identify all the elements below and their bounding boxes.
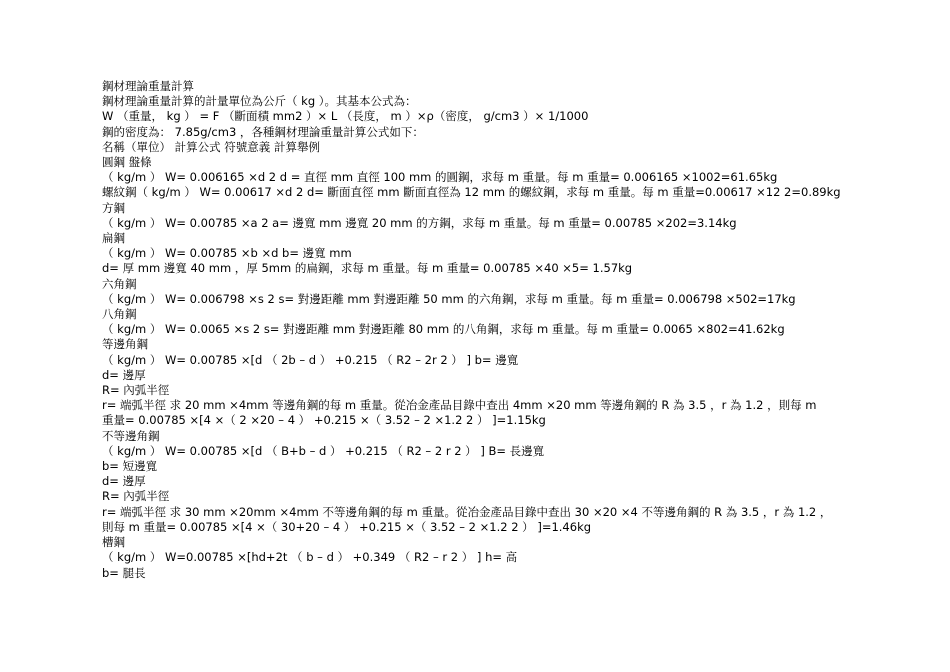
document-body [102,79,862,581]
section-heading: 八角鋼 [102,307,137,322]
text-line: R= 內弧半徑 [102,489,170,504]
text-line: 則每 m 重量= 0.00785 ×[4 ×（ 30+20 – 4 ） +0.215 ×（ 3.52 – 2 ×1.2 2 ） ]=1.46kg [102,519,592,534]
text-line: d= 邊厚 [102,474,146,489]
text-line: 鋼材理論重量計算的計量單位為公斤（ kg ）。其基本公式為： [102,94,417,109]
text-line: 螺紋鋼（ kg/m ） W= 0.00617 ×d 2 d= 斷面直徑 mm 斷面直徑為 12 mm 的螺紋鋼，求每 m 重量。每 m 重量=0.00617 ×12 2=0.89kg [102,185,841,200]
text-line: （ kg/m ） W= 0.00785 ×a 2 a= 邊寬 mm 邊寬 20 mm 的方鋼，求每 m 重量。每 m 重量= 0.00785 ×202=3.14kg [102,215,737,230]
text-line: （ kg/m ） W= 0.00785 ×[d （ 2b – d ） +0.215 （ R2 – 2r 2 ） ] b= 邊寬 [102,352,519,367]
text-line: （ kg/m ） W= 0.00785 ×b ×d b= 邊寬 mm [102,246,352,261]
text-line: （ kg/m ） W= 0.00785 ×[d （ B+b – d ） +0.215 （ R2 – 2 r 2 ） ] B= 長邊寬 [102,443,545,458]
document-title: 鋼材理論重量計算 [102,79,194,93]
section-heading: 不等邊角鋼 [102,428,160,443]
section-heading: 等邊角鋼 [102,337,148,352]
text-line: r= 端弧半徑 求 20 mm ×4mm 等邊角鋼的每 m 重量。從冶金產品目錄中查出 4mm ×20 mm 等邊角鋼的 R 為 3.5 ，r 為 1.2 ，則每 m [102,398,817,413]
section-heading: 方鋼 [102,200,125,215]
section-heading: 槽鋼 [102,535,125,550]
text-line: （ kg/m ） W= 0.0065 ×s 2 s= 對邊距離 mm 對邊距離 80 mm 的八角鋼，求每 m 重量。每 m 重量= 0.0065 ×802=41.62kg [102,322,785,337]
section-heading: 圓鋼 盤條 [102,155,152,170]
text-line: b= 腿長 [102,565,146,580]
text-line: 重量= 0.00785 ×[4 ×（ 2 ×20 – 4 ） +0.215 ×（ 3.52 – 2 ×1.2 2 ） ]=1.15kg [102,413,546,428]
text-line: r= 端弧半徑 求 30 mm ×20mm ×4mm 不等邊角鋼的每 m 重量。從冶金產品目錄中查出 30 ×20 ×4 不等邊角鋼的 R 為 3.5 ，r 為 1.2 ， [102,504,832,519]
section-heading: 六角鋼 [102,276,137,291]
table-header-line: 名稱（單位） 計算公式 符號意義 計算舉例 [102,139,320,154]
text-line: b= 短邊寬 [102,459,158,474]
text-line: （ kg/m ） W=0.00785 ×[hd+2t （ b – d ） +0.349 （ R2 – r 2 ） ] h= 高 [102,550,518,565]
text-line: W （重量， kg ） = F （斷面積 mm2 ）× L （長度， m ）×ρ（密度， g/cm3 ）× 1/1000 [102,109,589,124]
section-heading: 扁鋼 [102,231,125,246]
text-line: R= 內弧半徑 [102,383,170,398]
text-line: d= 厚 mm 邊寬 40 mm ，厚 5mm 的扁鋼，求每 m 重量。每 m 重量= 0.00785 ×40 ×5= 1.57kg [102,261,633,276]
text-line: （ kg/m ） W= 0.006798 ×s 2 s= 對邊距離 mm 對邊距離 50 mm 的六角鋼，求每 m 重量。每 m 重量= 0.006798 ×502=17kg [102,291,796,306]
text-line: 鋼的密度為： 7.85g/cm3 ，各種鋼材理論重量計算公式如下： [102,124,424,139]
text-line: d= 邊厚 [102,367,146,382]
text-line: （ kg/m ） W= 0.006165 ×d 2 d = 直徑 mm 直徑 100 mm 的圓鋼，求每 m 重量。每 m 重量= 0.006165 ×1002=61.65kg [102,170,778,185]
